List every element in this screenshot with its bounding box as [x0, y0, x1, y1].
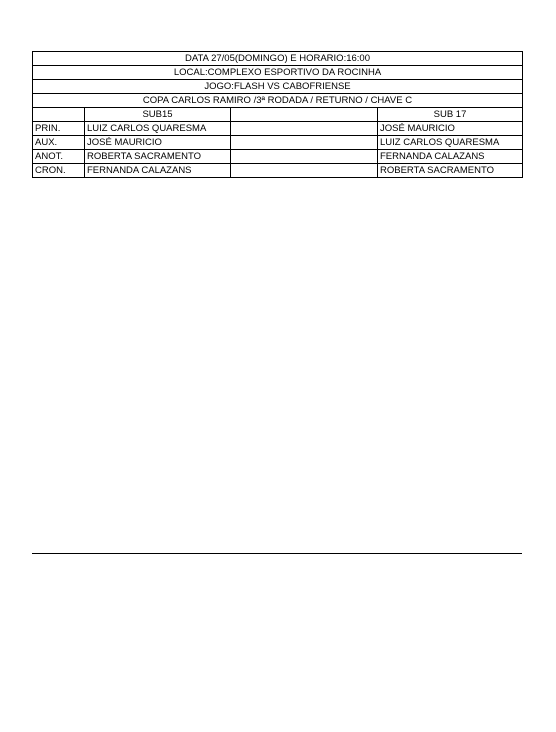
role-cell: ANOT. [33, 150, 85, 164]
role-cell: PRIN. [33, 122, 85, 136]
sub17-name-cell: JOSÉ MAURICIO [378, 122, 523, 136]
location-row [33, 66, 523, 80]
spacer-cell [231, 136, 378, 150]
role-cell: CRON. [33, 164, 85, 178]
category-header-row [33, 108, 523, 122]
sub15-header-cell: SUB15 [85, 108, 231, 122]
sub15-name-cell: JOSÉ MAURICIO [85, 136, 231, 150]
spacer-cell [231, 122, 378, 136]
table-row [33, 122, 523, 136]
game-cell: JOGO:FLASH VS CABOFRIENSE [33, 80, 523, 94]
table-row [33, 136, 523, 150]
cup-row [33, 94, 523, 108]
location-cell: LOCAL:COMPLEXO ESPORTIVO DA ROCINHA [33, 66, 523, 80]
spacer-cell [231, 150, 378, 164]
game-row [33, 80, 523, 94]
role-header-cell [33, 108, 85, 122]
date-time-cell: DATA 27/05(DOMINGO) E HORARIO:16:00 [33, 52, 523, 66]
schedule-table [32, 51, 523, 178]
sub17-name-cell: FERNANDA CALAZANS [378, 150, 523, 164]
sub17-name-cell: LUIZ CARLOS QUARESMA [378, 136, 523, 150]
spacer-cell [231, 164, 378, 178]
sub15-name-cell: ROBERTA SACRAMENTO [85, 150, 231, 164]
page-divider [32, 553, 522, 554]
sub17-name-cell: ROBERTA SACRAMENTO [378, 164, 523, 178]
table-row [33, 150, 523, 164]
table-row [33, 164, 523, 178]
date-row [33, 52, 523, 66]
role-cell: AUX. [33, 136, 85, 150]
spacer-header-cell [231, 108, 378, 122]
cup-cell: COPA CARLOS RAMIRO /3ª RODADA / RETURNO / CHAVE C [33, 94, 523, 108]
sub15-name-cell: FERNANDA CALAZANS [85, 164, 231, 178]
sub17-header-cell: SUB 17 [378, 108, 523, 122]
sub15-name-cell: LUIZ CARLOS QUARESMA [85, 122, 231, 136]
